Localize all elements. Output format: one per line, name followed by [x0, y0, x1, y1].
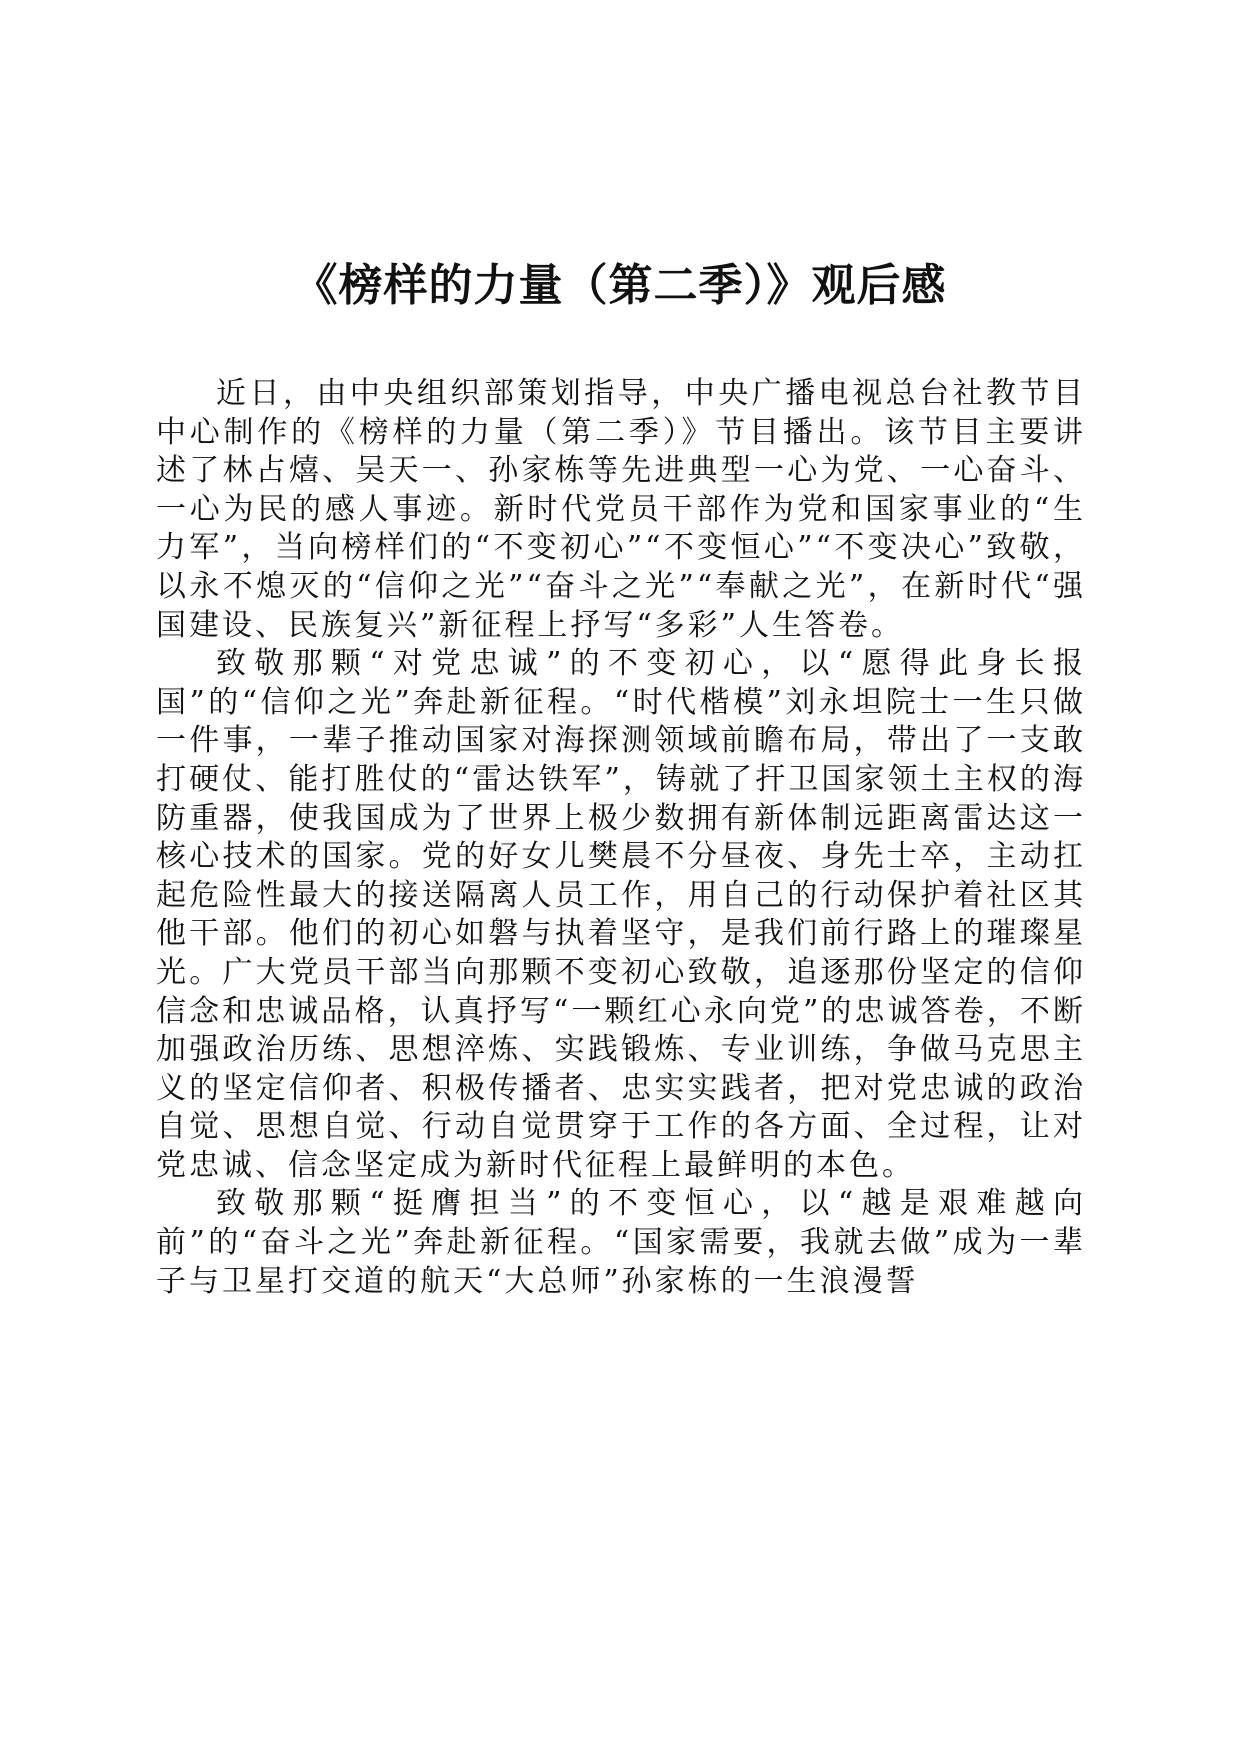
document-title: 《榜样的力量（第二季）》观后感 [293, 260, 947, 311]
paragraph-loyalty: 致敬那颗“对党忠诚”的不变初心，以“愿得此身长报国”的“信仰之光”奔赴新征程。“时代楷模”刘永坦院士一生只做一件事，一辈子推动国家对海探测领域前瞻布局，带出了一支敢打硬仗、能打胜仗的“雷达铁军”，铸就了扞卫国家领土主权的海防重器，使我国成为了世界上极少数拥有新体制远距离雷达这一核心技术的国家。党的好女儿樊晨不分昼夜、身先士卒，主动扛起危险性最大的接送隔离人员工作，用自己的行动保护着社区其他干部。他们的初心如磐与执着坚守，是我们前行路上的璀璨星光。广大党员干部当向那颗不变初心致敬，追逐那份坚定的信仰信念和忠诚品格，认真抒写“一颗红心永向党”的忠诚答卷，不断加强政治历练、思想淬炼、实践锻炼、专业训练，争做马克思主义的坚定信仰者、积极传播者、忠实实践者，把对党忠诚的政治自觉、思想自觉、行动自觉贯穿于工作的各方面、全过程，让对党忠诚、信念坚定成为新时代征程上最鲜明的本色。 [156, 646, 1086, 1183]
paragraph-perseverance: 致敬那颗“挺膺担当”的不变恒心，以“越是艰难越向前”的“奋斗之光”奔赴新征程。“国家需要，我就去做”成为一辈子与卫星打交道的航天“大总师”孙家栋的一生浪漫誓 [156, 1186, 1086, 1299]
document-body [156, 375, 1086, 1301]
paragraph-intro: 近日，由中央组织部策划指导，中央广播电视总台社教节目中心制作的《榜样的力量（第二季）》节目播出。该节目主要讲述了林占熺、吴天一、孙家栋等先进典型一心为党、一心奋斗、一心为民的感人事迹。新时代党员干部作为党和国家事业的“生力军”，当向榜样们的“不变初心”“不变恒心”“不变决心”致敬，以永不熄灭的“信仰之光”“奋斗之光”“奉献之光”，在新时代“强国建设、民族复兴”新征程上抒写“多彩”人生答卷。 [156, 376, 1086, 643]
